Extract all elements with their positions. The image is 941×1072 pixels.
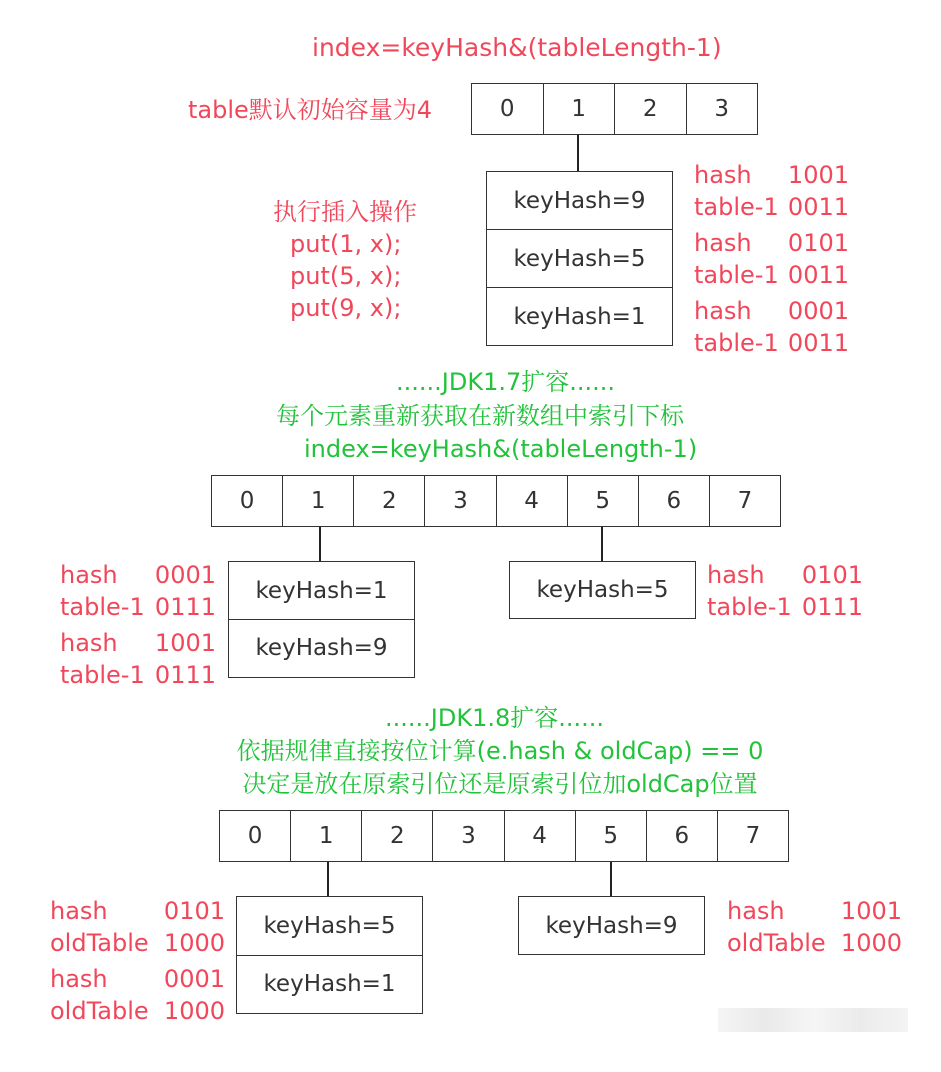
table-cell: 0 — [247, 823, 263, 849]
table-cell: 1 — [282, 476, 353, 526]
jdk18-description-2: 决定是放在原索引位还是原索引位加oldCap位置 — [242, 770, 758, 798]
jdk18-description: 依据规律直接按位计算(e.hash & oldCap) == 0 — [236, 737, 764, 765]
mask-label: oldTable — [50, 997, 149, 1025]
mask-value: 0011 — [787, 329, 849, 357]
jdk17-left-bucket-list — [228, 561, 415, 678]
list-node: keyHash=5 — [509, 561, 696, 619]
hash-value: 1001 — [840, 897, 902, 925]
table-cell: 1 — [543, 84, 615, 134]
table-cell: 6 — [638, 476, 709, 526]
jdk17-formula: index=keyHash&(tableLength-1) — [304, 435, 698, 463]
hash-label: hash — [694, 297, 752, 325]
mask-value: 1000 — [163, 929, 225, 957]
hash-value: 0001 — [163, 965, 225, 993]
top-formula: index=keyHash&(tableLength-1) — [312, 33, 722, 62]
connector-line — [610, 862, 612, 896]
connector-line — [319, 527, 321, 561]
jdk17-right-bucket-list — [509, 561, 696, 619]
insert-op-2: put(5, x); — [290, 262, 402, 290]
hash-label: hash — [707, 561, 765, 589]
mask-label: oldTable — [50, 929, 149, 957]
list-node: keyHash=9 — [518, 896, 705, 955]
connector-line — [577, 135, 579, 171]
table-cell: 2 — [361, 811, 432, 861]
hash-label: hash — [694, 161, 752, 189]
table-cell: 3 — [424, 476, 495, 526]
table-cell: 0 — [239, 488, 255, 514]
jdk17-description: 每个元素重新获取在新数组中索引下标 — [276, 402, 684, 430]
mask-value: 1000 — [163, 997, 225, 1025]
table-default-capacity-label: table默认初始容量为4 — [188, 96, 433, 124]
jdk17-title: ......JDK1.7扩容...... — [396, 368, 616, 396]
insert-op-3: put(9, x); — [290, 294, 402, 322]
hash-label: hash — [50, 965, 108, 993]
jdk17-table-array — [211, 475, 781, 527]
jdk18-table-array — [219, 810, 789, 862]
table-cell: 7 — [717, 811, 788, 861]
jdk18-title: ......JDK1.8扩容...... — [385, 704, 605, 732]
mask-label: table-1 — [694, 261, 779, 289]
mask-value: 0111 — [154, 661, 216, 689]
hash-label-group — [727, 895, 902, 959]
hash-value: 0101 — [787, 229, 849, 257]
table-cell: 6 — [646, 811, 717, 861]
mask-value: 0111 — [154, 593, 216, 621]
blurred-watermark — [718, 1008, 908, 1032]
list-node: keyHash=1 — [486, 287, 673, 346]
hash-label-group — [694, 227, 849, 291]
mask-value: 0011 — [787, 261, 849, 289]
hash-value: 0101 — [801, 561, 863, 589]
hash-label-group — [60, 627, 216, 691]
insert-title: 执行插入操作 — [273, 198, 417, 226]
mask-value: 0011 — [787, 193, 849, 221]
mask-label: table-1 — [60, 593, 145, 621]
hash-label: hash — [727, 897, 785, 925]
hash-value: 1001 — [787, 161, 849, 189]
insert-op-1: put(1, x); — [290, 230, 402, 258]
connector-line — [601, 527, 603, 561]
top-bucket-list — [486, 171, 673, 346]
mask-value: 0111 — [801, 593, 863, 621]
mask-label: oldTable — [727, 929, 826, 957]
list-node: keyHash=5 — [236, 896, 423, 956]
hash-value: 0101 — [163, 897, 225, 925]
hash-label-group — [694, 295, 849, 359]
mask-value: 1000 — [840, 929, 902, 957]
hash-label: hash — [60, 561, 118, 589]
hash-label-group — [50, 895, 225, 959]
table-cell: 2 — [353, 476, 424, 526]
list-node: keyHash=9 — [486, 171, 673, 230]
connector-line — [327, 862, 329, 896]
hash-value: 1001 — [154, 629, 216, 657]
table-cell: 1 — [290, 811, 361, 861]
jdk18-right-bucket-list — [518, 896, 705, 955]
table-cell: 0 — [499, 96, 515, 122]
jdk18-left-bucket-list — [236, 896, 423, 1014]
hash-value: 0001 — [154, 561, 216, 589]
hash-value: 0001 — [787, 297, 849, 325]
mask-label: table-1 — [694, 329, 779, 357]
table-cell: 3 — [432, 811, 503, 861]
table-cell: 3 — [686, 84, 758, 134]
top-table-array — [471, 83, 758, 135]
hash-label: hash — [50, 897, 108, 925]
hash-label-group — [694, 159, 849, 223]
table-cell: 7 — [709, 476, 780, 526]
mask-label: table-1 — [694, 193, 779, 221]
table-cell: 5 — [575, 811, 646, 861]
mask-label: table-1 — [60, 661, 145, 689]
list-node: keyHash=5 — [486, 229, 673, 289]
hash-label: hash — [60, 629, 118, 657]
hash-label-group — [50, 963, 225, 1027]
hash-label: hash — [694, 229, 752, 257]
list-node: keyHash=1 — [236, 955, 423, 1014]
table-cell: 5 — [567, 476, 638, 526]
list-node: keyHash=1 — [228, 561, 415, 620]
hash-label-group — [707, 559, 863, 623]
list-node: keyHash=9 — [228, 619, 415, 678]
table-cell: 4 — [496, 476, 567, 526]
table-cell: 4 — [504, 811, 575, 861]
table-cell: 2 — [614, 84, 686, 134]
mask-label: table-1 — [707, 593, 792, 621]
hash-label-group — [60, 559, 216, 623]
